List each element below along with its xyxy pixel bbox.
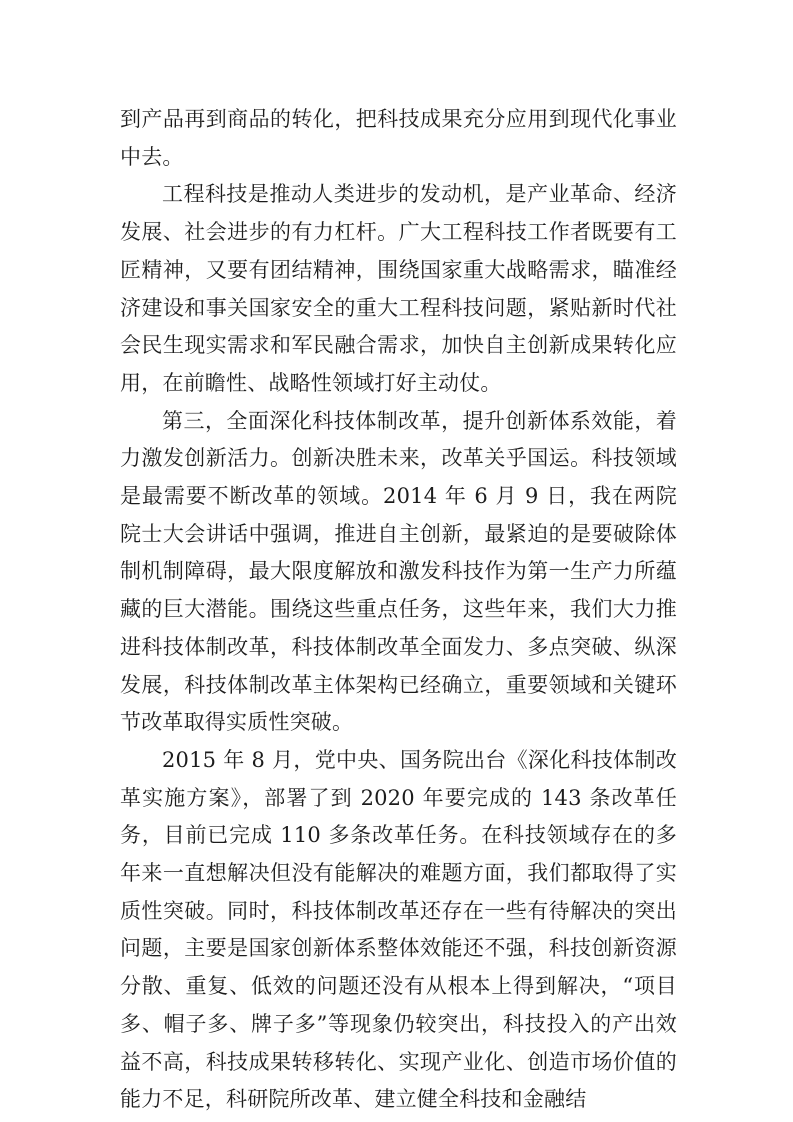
document-body xyxy=(120,101,677,1119)
paragraph-continuation: 到产品再到商品的转化，把科技成果充分应用到现代化事业中去。 xyxy=(120,107,677,169)
paragraph-2015-implementation-plan: 2015 年 8 月，党中央、国务院出台《深化科技体制改革实施方案》，部署了到 2020 年要完成的 143 条改革任务，目前已完成 110 多条改革任务。在科技领域存在的多年来一直想解决但没有能解决的难题方面，我们都取得了实质性突破。同时，科技体制改革还存在一些有待解决的突出问题，主要是国家创新体系整体效能还不强，科技创新资源分散、重复、低效的问题还没有从根本上得到解决，“项目多、帽子多、牌子多”等现象仍较突出，科技投入的产出效益不高，科技成果转移转化、实现产业化、创造市场价值的能力不足，科研院所改革、建立健全科技和金融结 xyxy=(120,747,677,1112)
paragraph-third-point-reform: 第三，全面深化科技体制改革，提升创新体系效能，着力激发创新活力。创新决胜未来，改革关乎国运。科技领域是最需要不断改革的领域。2014 年 6 月 9 日，我在两院院士大会讲话中强调，推进自主创新，最紧迫的是要破除体制机制障碍，最大限度解放和激发科技作为第一生产力所蕴藏的巨大潜能。围绕这些重点任务，这些年来，我们大力推进科技体制改革，科技体制改革全面发力、多点突破、纵深发展，科技体制改革主体架构已经确立，重要领域和关键环节改革取得实质性突破。 xyxy=(120,408,677,735)
paragraph-engineering-science: 工程科技是推动人类进步的发动机，是产业革命、经济发展、社会进步的有力杠杆。广大工程科技工作者既要有工匠精神，又要有团结精神，围绕国家重大战略需求，瞄准经济建设和事关国家安全的重大工程科技问题，紧贴新时代社会民生现实需求和军民融合需求，加快自主创新成果转化应用，在前瞻性、战略性领域打好主动仗。 xyxy=(120,182,677,395)
